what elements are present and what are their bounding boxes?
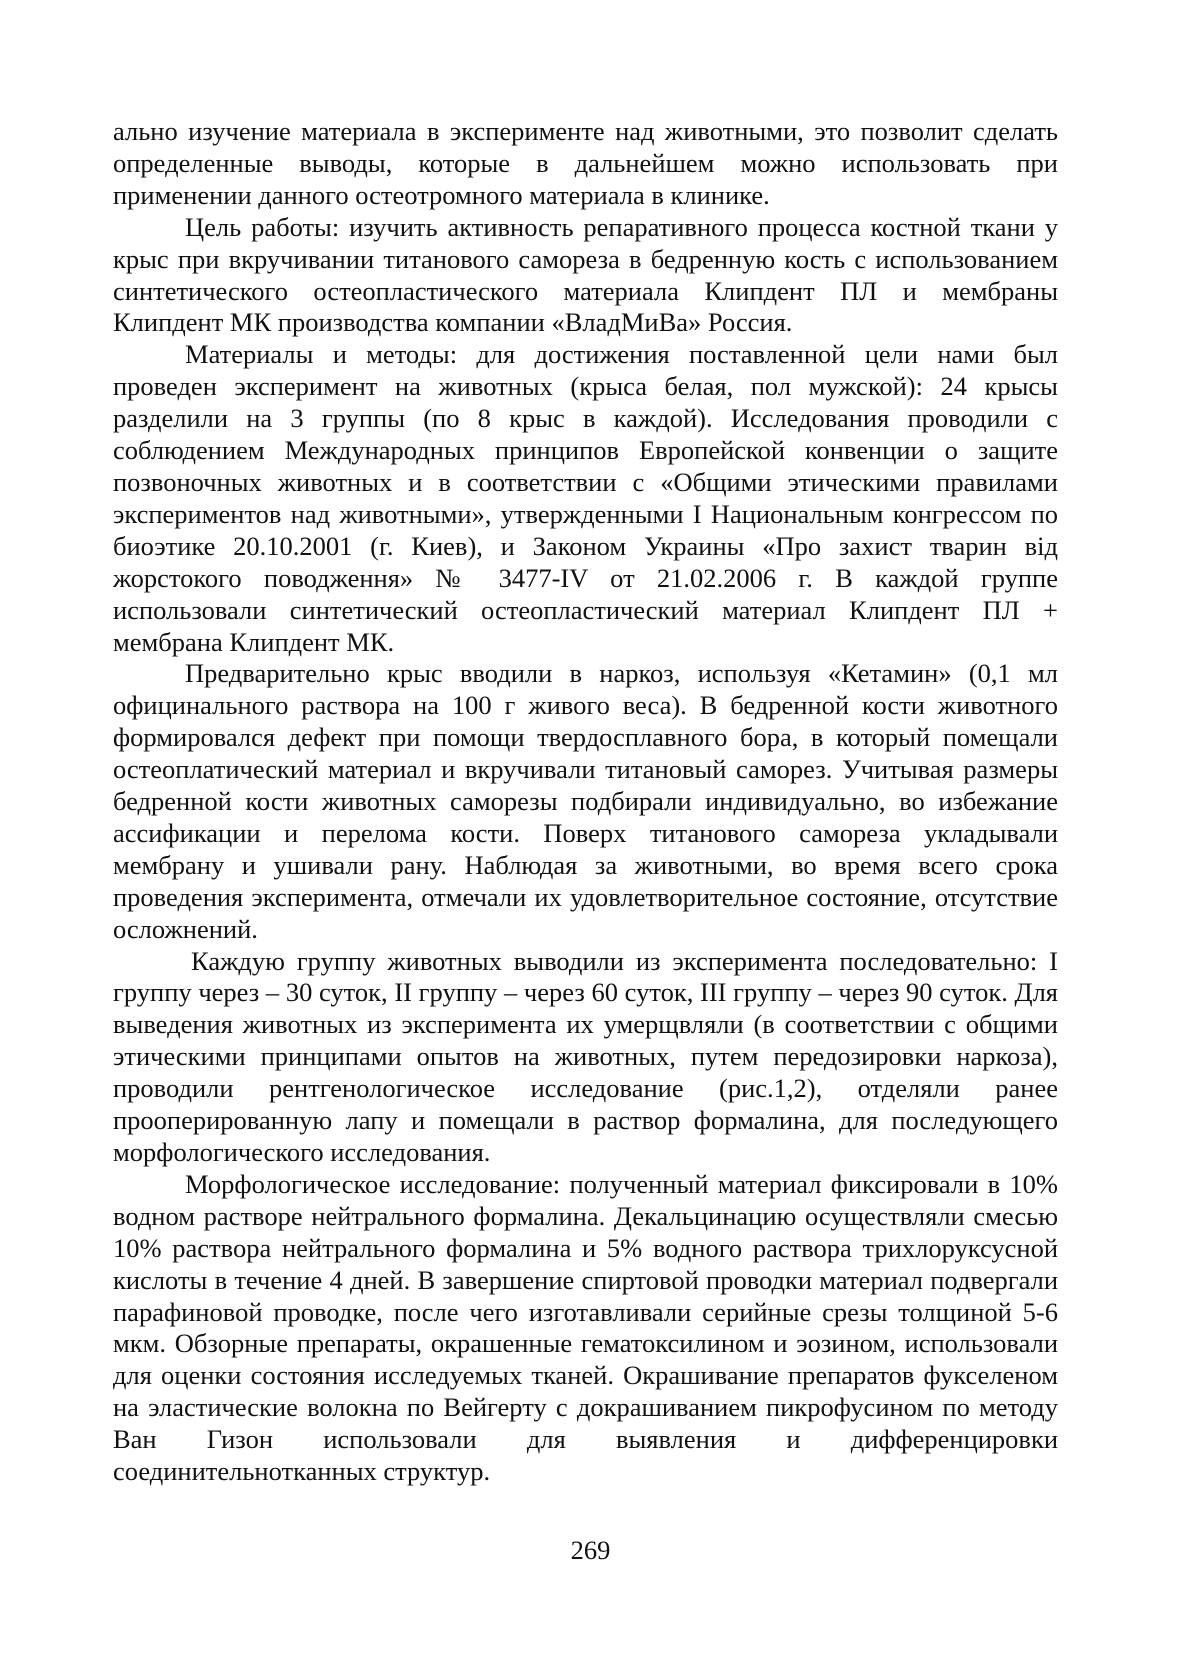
paragraph-groups: Каждую группу животных выводили из эксперимента последовательно: I группу через – 30 суток, II группу – через 60 суток, III группу – через 90 суток. Для выведения животных из эксперимента их умерщвляли (в соответствии с общими этическими принципами опытов на животных, путем передозировки наркоза), проводили рентгенологическое исследование (рис.1,2), отделяли ранее прооперированную лапу и помещали в раствор формалина, для последующего морфологического исследования.: [113, 945, 1058, 1167]
paragraph-anesthesia: Предварительно крыс вводили в наркоз, используя «Кетамин» (0,1 мл официнального раствора на 100 г живого веса). В бедренной кости животного формировался дефект при помощи твердосплавного бора, в который помещали остеоплатический материал и вкручивали титановый саморез. Учитывая размеры бедренной кости животных саморезы подбирали индивидуально, во избежание ассификации и перелома кости. Поверх титанового самореза укладывали мембрану и ушивали рану. Наблюдая за животными, во время всего срока проведения эксперимента, отмечали их удовлетворительное состояние, отсутствие осложнений.: [113, 658, 1058, 944]
paragraph-continuation: ально изучение материала в эксперименте над животными, это позволит сделать определенные выводы, которые в дальнейшем можно использовать при применении данного остеотромного материала в клинике.: [113, 116, 1058, 210]
body-text: [113, 116, 1058, 1488]
paragraph-materials-methods: Материалы и методы: для достижения поставленной цели нами был проведен эксперимент на животных (крыса белая, пол мужской): 24 крысы разделили на 3 группы (по 8 крыс в каждой). Исследования проводили с соблюдением Международных принципов Европейской конвенции о защите позвоночных животных и в соответствии с «Общими этическими правилами экспериментов над животными», утвержденными I Национальным конгрессом по биоэтике 20.10.2001 (г. Киев), и Законом Украины «Про захист тварин від жорстокого поводження» № 3477-IV от 21.02.2006 г. В каждой группе использовали синтетический остеопластический материал Клипдент ПЛ + мембрана Клипдент МК.: [113, 339, 1058, 657]
paragraph-objective: Цель работы: изучить активность репаративного процесса костной ткани у крыс при вкручивании титанового самореза в бедренную кость с использованием синтетического остеопластического материала Клипдент ПЛ и мембраны Клипдент МК производства компании «ВладМиВа» Россия.: [113, 211, 1058, 338]
paragraph-morphology: Морфологическое исследование: полученный материал фиксировали в 10% водном растворе нейтрального формалина. Декальцинацию осуществляли смесью 10% раствора нейтрального формалина и 5% водного раствора трихлоруксусной кислоты в течение 4 дней. В завершение спиртовой проводки материал подвергали парафиновой проводке, после чего изготавливали серийные срезы толщиной 5-6 мкм. Обзорные препараты, окрашенные гематоксилином и эозином, использовали для оценки состояния исследуемых тканей. Окрашивание препаратов фукселеном на эластические волокна по Вейгерту с докрашиванием пикрофусином по методу Ван Гизон использовали для выявления и дифференцировки соединительнотканных структур.: [113, 1168, 1058, 1487]
page-number: 269: [570, 1535, 611, 1565]
